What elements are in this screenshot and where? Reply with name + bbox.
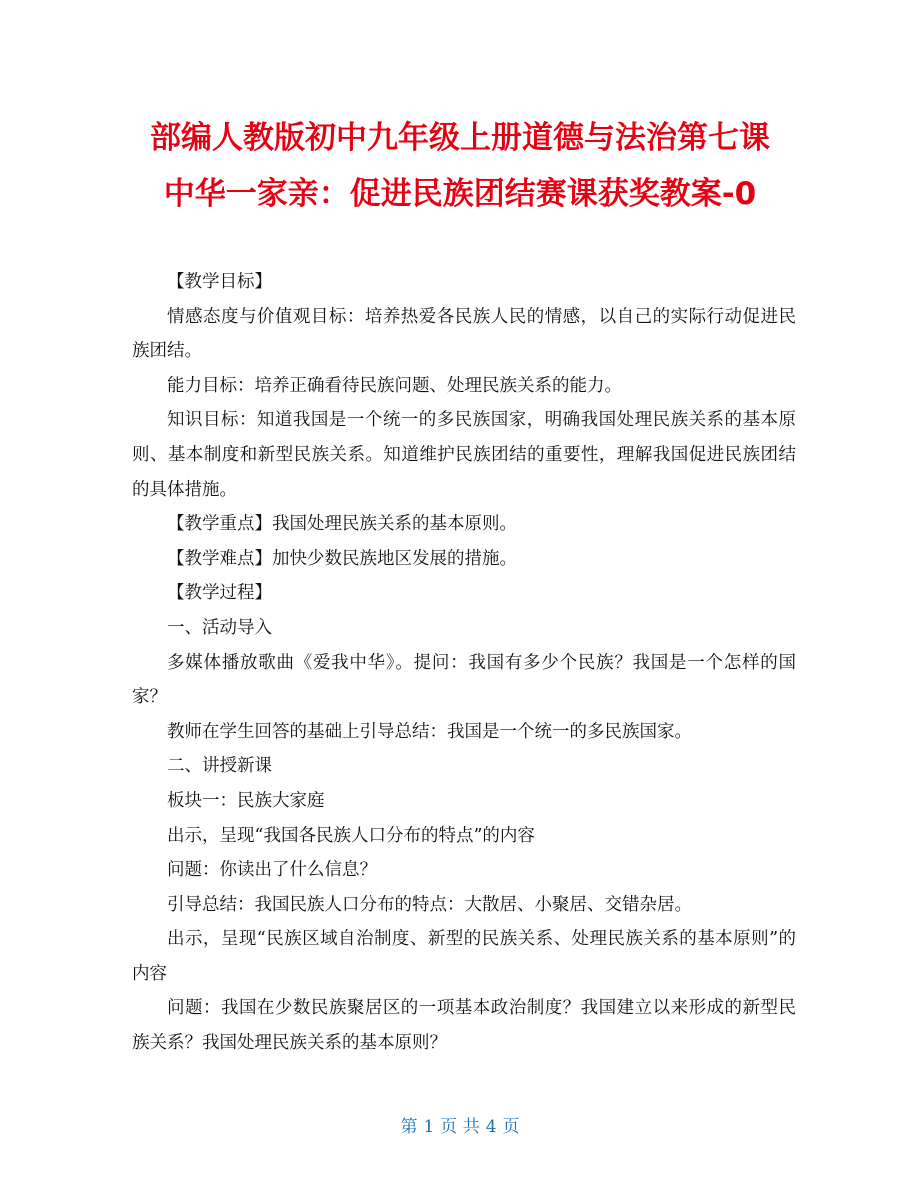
- paragraph: 引导总结：我国民族人口分布的特点：大散居、小聚居、交错杂居。: [167, 894, 692, 915]
- paragraph: 出示，呈现“我国各民族人口分布的特点”的内容: [167, 825, 535, 846]
- paragraph: 问题：你读出了什么信息？: [167, 860, 377, 881]
- title-line-2: 中华一家亲：促进民族团结赛课获奖教案-0: [163, 176, 757, 212]
- paragraph: 【教学目标】: [167, 272, 272, 292]
- page-footer: [0, 1112, 920, 1137]
- paragraph: 多媒体播放歌曲《爱我中华》。提问：我国有多少个民族？我国是一个怎样的国家？: [132, 652, 796, 708]
- paragraph: 【教学重点】我国处理民族关系的基本原则。: [167, 514, 517, 535]
- paragraph: 板块一：民族大家庭: [167, 790, 325, 811]
- paragraph: 知识目标：知道我国是一个统一的多民族国家，明确我国处理民族关系的基本原则、基本制度和新型民族关系。知道维护民族团结的重要性，理解我国促进民族团结的具体措施。: [132, 410, 796, 500]
- paragraph: 【教学难点】加快少数民族地区发展的措施。: [167, 548, 517, 569]
- page-total: 4: [485, 1117, 497, 1137]
- paragraph: 能力目标：培养正确看待民族问题、处理民族关系的能力。: [167, 375, 622, 396]
- page-prefix: 第: [400, 1117, 418, 1137]
- paragraph: 情感态度与价值观目标：培养热爱各民族人民的情感，以自己的实际行动促进民族团结。: [132, 306, 796, 362]
- page-number: 1: [423, 1117, 435, 1137]
- paragraph: 教师在学生回答的基础上引导总结：我国是一个统一的多民族国家。: [167, 721, 692, 742]
- paragraph: 二、讲授新课: [167, 756, 272, 777]
- document-title: [100, 110, 820, 222]
- page-mid: 页 共: [440, 1117, 480, 1137]
- page-suffix: 页: [502, 1117, 520, 1137]
- paragraph: 一、活动导入: [167, 617, 272, 638]
- paragraph: 【教学过程】: [167, 583, 272, 604]
- document-body: [132, 265, 796, 1061]
- paragraph: 问题：我国在少数民族聚居区的一项基本政治制度？我国建立以来形成的新型民族关系？我国处理民族关系的基本原则？: [132, 998, 796, 1054]
- title-line-1: 部编人教版初中九年级上册道德与法治第七课: [150, 120, 770, 156]
- paragraph: 出示，呈现“民族区域自治制度、新型的民族关系、处理民族关系的基本原则”的内容: [132, 929, 796, 984]
